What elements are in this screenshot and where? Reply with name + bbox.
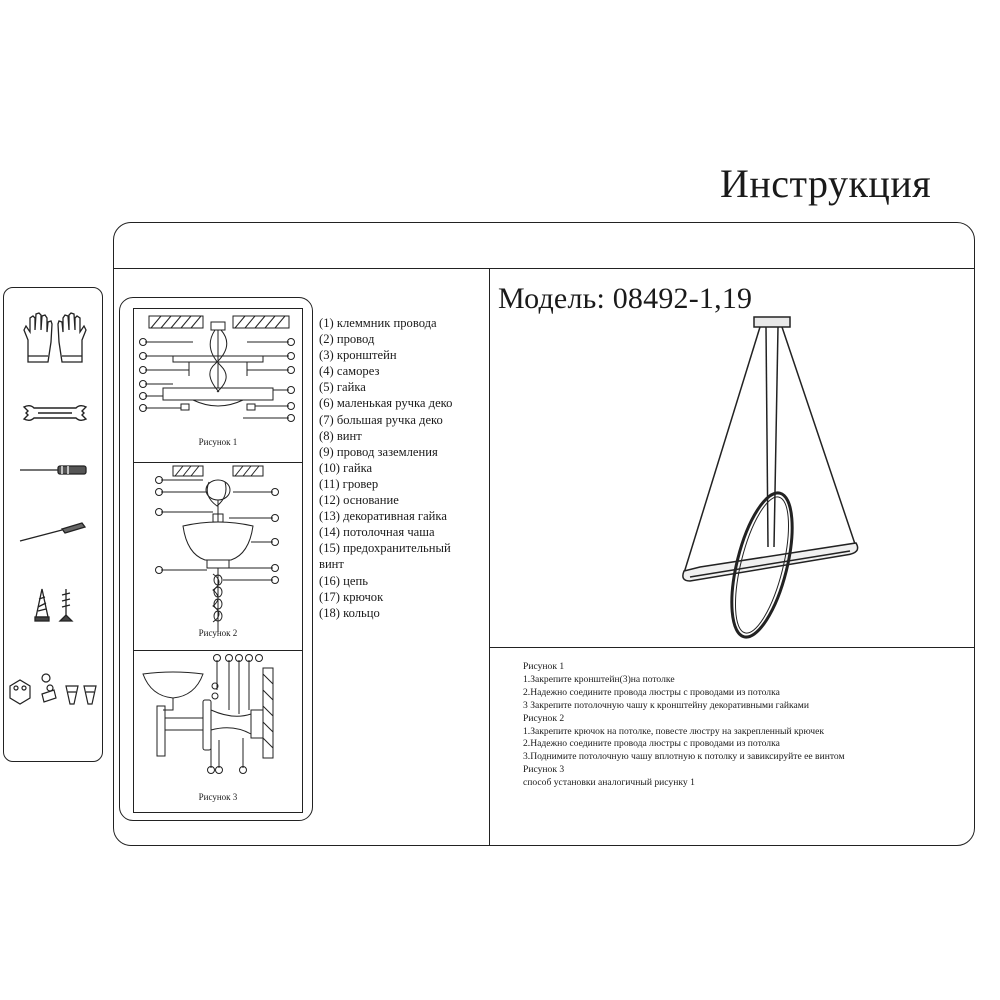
top-divider — [113, 268, 975, 269]
parts-list-item: (3) кронштейн — [319, 348, 397, 363]
parts-list-item: (12) основание — [319, 493, 399, 508]
screwdriver-small-icon — [18, 463, 88, 477]
instruction-line: 1.Закрепите кронштейн(3)на потолке — [523, 673, 675, 685]
right-divider — [489, 647, 975, 648]
parts-list-item: (8) винт — [319, 428, 362, 443]
instruction-line: способ установки аналогичный рисунку 1 — [523, 777, 695, 789]
vertical-divider — [489, 268, 490, 846]
figure-1-caption: Рисунок 1 — [198, 437, 238, 447]
parts-list-item: (10) гайка — [319, 460, 373, 475]
screws-icon — [32, 585, 80, 625]
parts-list-item: (9) провод заземления — [319, 444, 438, 459]
instructions-text — [523, 661, 845, 790]
parts-list-item: (6) маленькая ручка деко — [319, 396, 453, 411]
figure-3-caption: Рисунок 3 — [198, 792, 238, 802]
parts-list-item: (4) саморез — [319, 364, 380, 379]
parts-list — [319, 315, 452, 621]
document-title: Инструкция — [720, 161, 932, 206]
instruction-line: 1.Закрепите крючок на потолке, повесте люстру на закрепленный крючек — [523, 725, 825, 737]
parts-list-item: (11) гровер — [319, 476, 379, 491]
instruction-line: Рисунок 1 — [523, 661, 565, 672]
connectors-icon — [6, 668, 102, 708]
screwdriver-long-icon — [18, 520, 88, 544]
parts-list-item: винт — [319, 557, 344, 572]
parts-list-item: (14) потолочная чаша — [319, 525, 435, 540]
instruction-line: 3.Поднимите потолочную чашу вплотную к потолку и завиксируйте ее винтом — [523, 751, 845, 763]
parts-list-item: (2) провод — [319, 332, 375, 347]
instruction-line: 3 Закрепите потолочную чашу к кронштейну декоративными гайками — [523, 699, 809, 711]
instruction-line: 2.Надежно соедините провода люстры с проводами из потолка — [523, 738, 780, 750]
instruction-line: 2.Надежно соедините провода люстры с проводами из потолка — [523, 686, 780, 698]
wrench-icon — [22, 402, 88, 424]
model-title: Модель: 08492-1,19 — [498, 282, 753, 315]
parts-list-item: (15) предохранительный — [319, 541, 451, 556]
lamp-illustration — [670, 315, 870, 645]
parts-list-item: (13) декоративная гайка — [319, 509, 447, 524]
parts-list-item: (5) гайка — [319, 380, 366, 395]
parts-list-item: (17) крючок — [319, 589, 384, 604]
parts-list-item: (16) цепь — [319, 573, 368, 588]
figure-2-caption: Рисунок 2 — [198, 628, 238, 638]
figure-2-diagram — [133, 462, 303, 650]
instruction-line: Рисунок 3 — [523, 764, 565, 776]
figure-3-diagram — [133, 650, 303, 813]
parts-list-item: (18) кольцо — [319, 605, 380, 620]
parts-list-item: (7) большая ручка деко — [319, 412, 443, 427]
parts-list-item: (1) клеммник провода — [319, 316, 437, 330]
gloves-icon — [20, 310, 90, 366]
instruction-line: Рисунок 2 — [523, 712, 565, 724]
